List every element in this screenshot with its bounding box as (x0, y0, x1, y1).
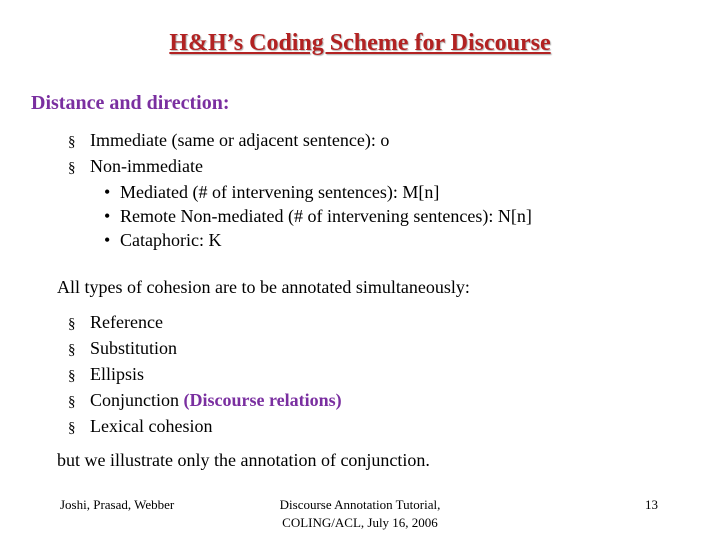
footer-authors: Joshi, Prasad, Webber (60, 497, 175, 512)
list-item: § Lexical cohesion (68, 414, 342, 440)
footer-event-line1: Discourse Annotation Tutorial, (279, 497, 441, 512)
discourse-relations-note: (Discourse relations) (183, 390, 342, 410)
list-item: § Reference (68, 310, 342, 336)
list-item: § Non-immediate (68, 154, 532, 180)
round-bullet-icon: • (104, 182, 111, 202)
cohesion-types-list (68, 310, 342, 440)
footer-event (240, 496, 480, 532)
footer-event-line2: COLING/ACL, July 16, 2006 (282, 515, 438, 530)
list-item: § Conjunction (Discourse relations) (68, 388, 342, 414)
square-bullet-icon: § (68, 316, 76, 332)
conjunction-note-paragraph: but we illustrate only the annotation of conjunction. (57, 450, 430, 470)
page-number: 13 (645, 497, 658, 512)
slide-title: H&H’s Coding Scheme for Discourse (169, 30, 551, 56)
square-bullet-icon: § (68, 368, 76, 384)
sub-list-item: • Mediated (# of intervening sentences): M[n] (104, 182, 440, 202)
square-bullet-icon: § (68, 420, 76, 436)
list-item: § Immediate (same or adjacent sentence): o (68, 128, 532, 154)
square-bullet-icon: § (68, 342, 76, 358)
sub-list-item: • Remote Non-mediated (# of intervening sentences): N[n] (104, 206, 532, 226)
cohesion-intro: All types of cohesion are to be annotated simultaneously: (57, 277, 470, 297)
section-heading: Distance and direction: (31, 92, 230, 114)
square-bullet-icon: § (68, 134, 76, 150)
list-item: § Ellipsis (68, 362, 342, 388)
distance-list (68, 128, 532, 252)
square-bullet-icon: § (68, 160, 76, 176)
list-item: § Substitution (68, 336, 342, 362)
round-bullet-icon: • (104, 206, 111, 226)
square-bullet-icon: § (68, 394, 76, 410)
round-bullet-icon: • (104, 230, 111, 250)
sub-list-item: • Cataphoric: K (104, 230, 222, 250)
